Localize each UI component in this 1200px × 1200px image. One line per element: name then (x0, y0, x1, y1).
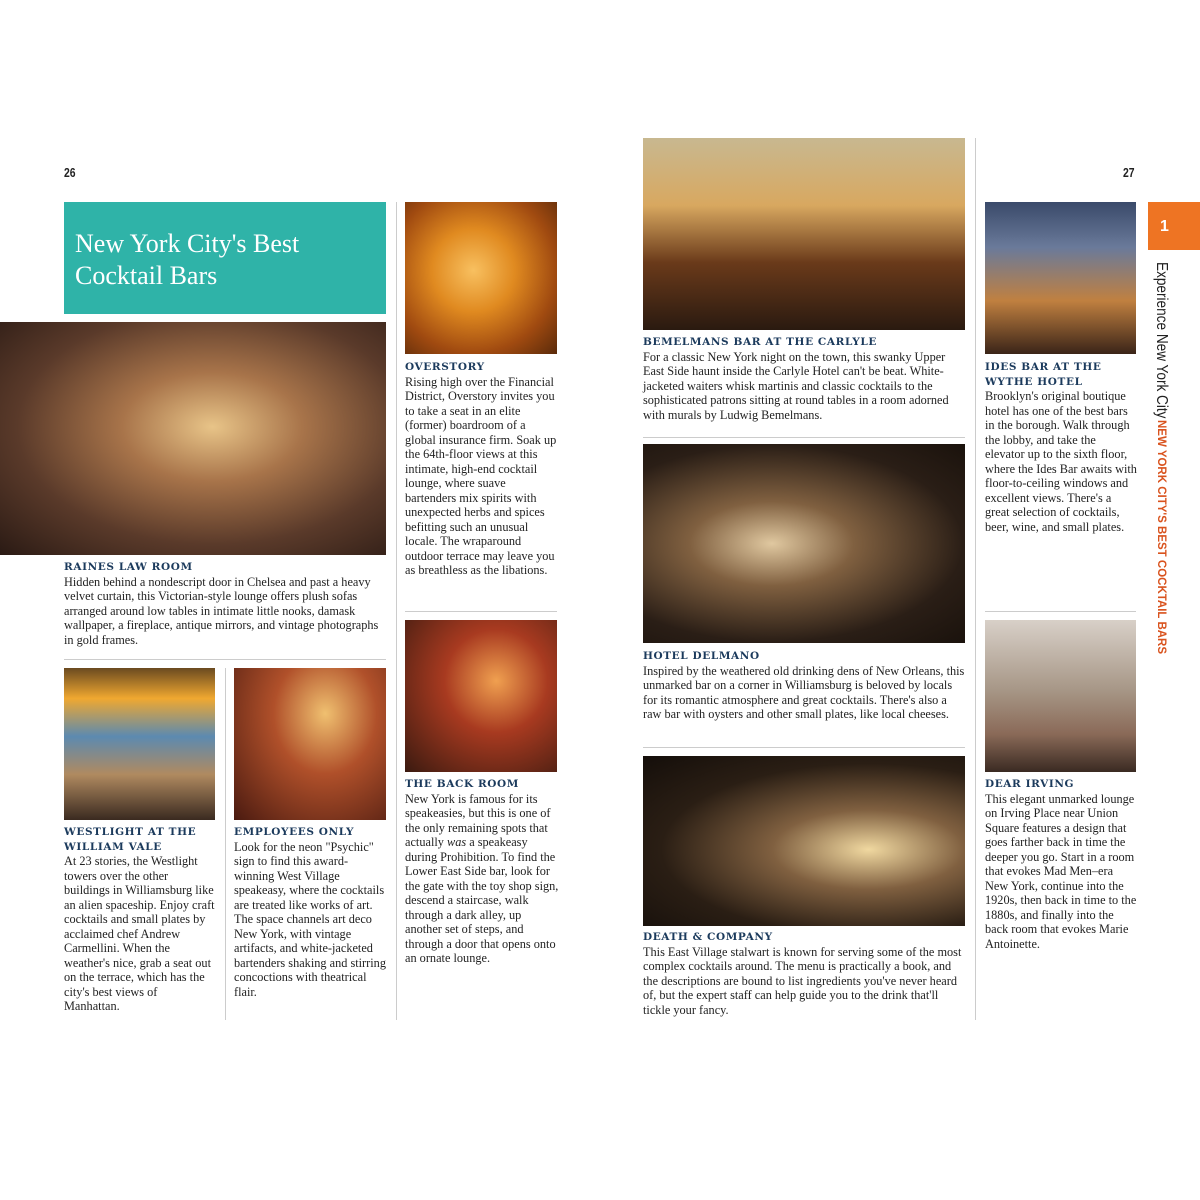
entry-name: EMPLOYEES ONLY (234, 826, 355, 838)
entry-death-and-company (643, 930, 965, 1017)
photo-hotel-delmano (643, 444, 965, 643)
entry-text: Rising high over the Financial District, Overstory invites you to take a seat in an elite (former) boardroom of a global insurance firm. Soak up the 64th-floor views at this intimate, high-end cocktail lounge, where suave bartenders mix spirits with unexpected herbs and spices befitting such an unusual locale. The wraparound outdoor terrace may leave you as breathless as the libations. (405, 374, 557, 577)
column-divider (396, 202, 397, 1020)
entry-text: Inspired by the weathered old drinking dens of New Orleans, this unmarked bar on a corner in Williamsburg is beloved by locals for its romantic atmosphere and great cocktails. There's also a raw bar with oysters and other small plates, like local cheeses. (643, 663, 965, 721)
photo-dear-irving (985, 620, 1136, 772)
entry-bemelmans (643, 335, 968, 422)
page-number-right: 27 (1123, 165, 1135, 180)
column-divider (225, 668, 226, 1020)
entry-name: IDES BAR AT THE WYTHE HOTEL (985, 361, 1102, 388)
photo-back-room (405, 620, 557, 772)
chapter-tab: 1 (1148, 202, 1200, 250)
entry-name: HOTEL DELMANO (643, 650, 760, 662)
row-divider (643, 747, 965, 748)
row-divider (985, 611, 1136, 612)
entry-hotel-delmano (643, 649, 965, 722)
entry-raines-law-room (64, 560, 386, 647)
photo-ides-bar (985, 202, 1136, 354)
entry-text: Hidden behind a nondescript door in Chelsea and past a heavy velvet curtain, this Victorian-style lounge offers plush sofas arranged around low tables in intimate little nooks, damask wallpaper, a fireplace, antique mirrors, and vintage photographs in gold frames. (64, 574, 379, 647)
chapter-title: Experience New York City (1153, 262, 1170, 419)
photo-overstory (405, 202, 557, 354)
section-title: NEW YORK CITY'S BEST COCKTAIL BARS (1155, 420, 1167, 655)
column-divider (975, 138, 976, 1020)
entry-text: Brooklyn's original boutique hotel has one of the best bars in the borough. Walk through the lobby, and take the elevator up to the sixth floor, where the Ides Bar awaits with floor-to-ceiling windows and excellent views. There's a great selection of cocktails, beer, wine, and small plates. (985, 389, 1137, 534)
entry-text: At 23 stories, the Westlight towers over the other buildings in Williamsburg like an alien spaceship. Enjoy craft cocktails and small plates by acclaimed chef Andrew Carmellini. When the weather's nice, grab a seat out on the terrace, which has the city's best views of Manhattan. (64, 854, 215, 1013)
entry-overstory (405, 360, 559, 578)
entry-text: This East Village stalwart is known for serving some of the most complex cocktails around. The menu is practically a book, and the descriptions are bound to list ingredients you've never heard of, but the expert staff can help guide you to the drink that'll tickle your fancy. (643, 944, 962, 1017)
page-number-left: 26 (64, 165, 76, 180)
row-divider (643, 437, 965, 438)
entry-name: DEATH & COMPANY (643, 931, 773, 943)
row-divider (405, 611, 557, 612)
entry-name: RAINES LAW ROOM (64, 561, 193, 573)
text-emphasis: was (447, 835, 467, 849)
photo-bemelmans (643, 138, 965, 330)
entry-name: DEAR IRVING (985, 778, 1075, 790)
photo-death-and-company (643, 756, 965, 926)
title-line-1: New York City's Best (75, 229, 300, 258)
entry-westlight (64, 825, 216, 1014)
photo-westlight (64, 668, 215, 820)
entry-employees-only (234, 825, 388, 999)
title-line-2: Cocktail Bars (75, 261, 218, 290)
text-part: a speakeasy during Prohibition. To find the Lower East Side bar, look for the gate with the toy shop sign, descend a staircase, walk through a dark alley, up another set of steps, and through a door that opens onto an ornate lounge. (405, 835, 559, 965)
entry-name: BEMELMANS BAR AT THE CARLYLE (643, 336, 877, 348)
entry-name: WESTLIGHT AT THE WILLIAM VALE (64, 826, 197, 853)
entry-ides-bar (985, 360, 1137, 534)
entry-text (405, 792, 559, 966)
entry-text: For a classic New York night on the town, this swanky Upper East Side haunt inside the Carlyle Hotel can't be beat. White-jacketed waiters whisk martinis and classic cocktails to the sophisticated patrons sitting at round tables in a room adorned with murals by Ludwig Bemelmans. (643, 349, 949, 422)
entry-back-room (405, 777, 559, 966)
entry-text: Look for the neon "Psychic" sign to find this award-winning West Village speakeasy, where the cocktails are treated like works of art. The space channels art deco New York, with vintage artifacts, and white-jacketed bartenders shaking and stirring concoctions with theatrical flair. (234, 839, 386, 999)
entry-name: THE BACK ROOM (405, 778, 519, 790)
entry-text: This elegant unmarked lounge on Irving Place near Union Square features a design that goes farther back in time the deeper you go. Start in a room that evokes Mad Men–era New York, continue into the 1920s, then back in time to the 1880s, and finally into the back room that evokes Marie Antoinette. (985, 791, 1137, 951)
row-divider (64, 659, 386, 660)
entry-name: OVERSTORY (405, 361, 485, 373)
photo-employees-only (234, 668, 386, 820)
page-title (64, 202, 386, 314)
text-part: New York is famous for its speakeasies, but this is one of the only remaining spots that actually (405, 791, 551, 849)
entry-dear-irving (985, 777, 1137, 951)
photo-raines-law-room (0, 322, 386, 555)
